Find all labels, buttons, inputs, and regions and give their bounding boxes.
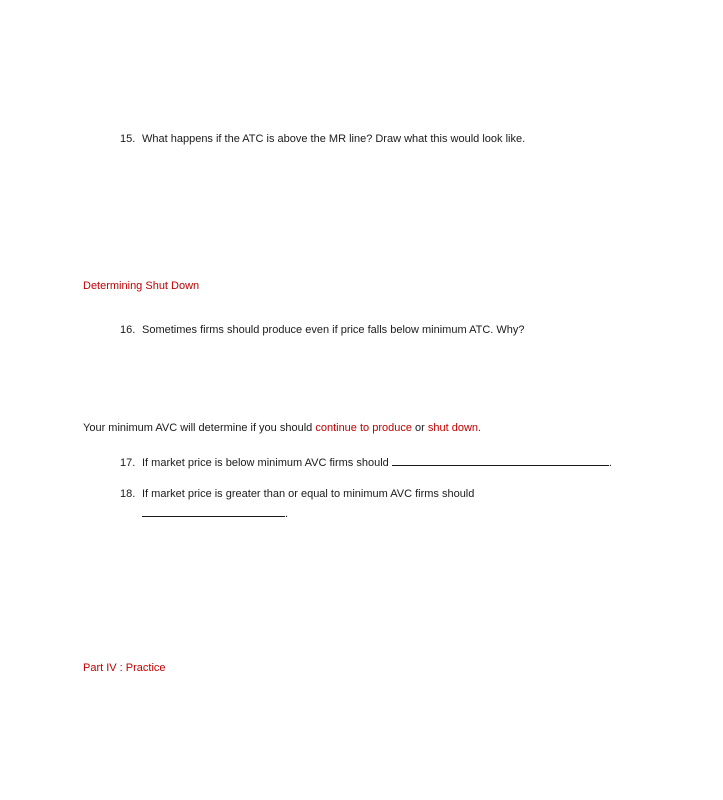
shut-down-text: shut down — [427, 422, 479, 434]
question-number: 18. — [120, 488, 136, 500]
intro-text-part1: Your minimum AVC will determine if you should — [83, 422, 316, 434]
section-heading-shut-down: Determining Shut Down — [83, 280, 200, 292]
question-text: If market price is greater than or equal to minimum AVC firms should — [142, 488, 475, 500]
question-number: 15. — [120, 133, 136, 145]
question-18 — [120, 488, 474, 500]
answer-blank-17[interactable] — [392, 455, 609, 466]
question-end: . — [285, 508, 289, 520]
question-17 — [120, 455, 612, 469]
continue-to-produce-text: continue to produce — [315, 422, 412, 434]
question-text: If market price is below minimum AVC firms should — [142, 457, 389, 469]
question-number: 16. — [120, 324, 136, 336]
question-number: 17. — [120, 457, 136, 469]
intro-period: . — [478, 422, 482, 434]
question-text: Sometimes firms should produce even if price falls below minimum ATC. Why? — [142, 324, 525, 336]
avc-intro-sentence — [83, 422, 481, 434]
section-heading-practice: Part IV : Practice — [83, 662, 166, 674]
question-15 — [120, 133, 525, 145]
question-16 — [120, 324, 525, 336]
question-end: . — [608, 457, 612, 469]
intro-text-part2: or — [411, 422, 428, 434]
question-18-answer-line — [142, 506, 288, 520]
answer-blank-18[interactable] — [142, 506, 285, 517]
question-text: What happens if the ATC is above the MR line? Draw what this would look like. — [142, 133, 526, 145]
